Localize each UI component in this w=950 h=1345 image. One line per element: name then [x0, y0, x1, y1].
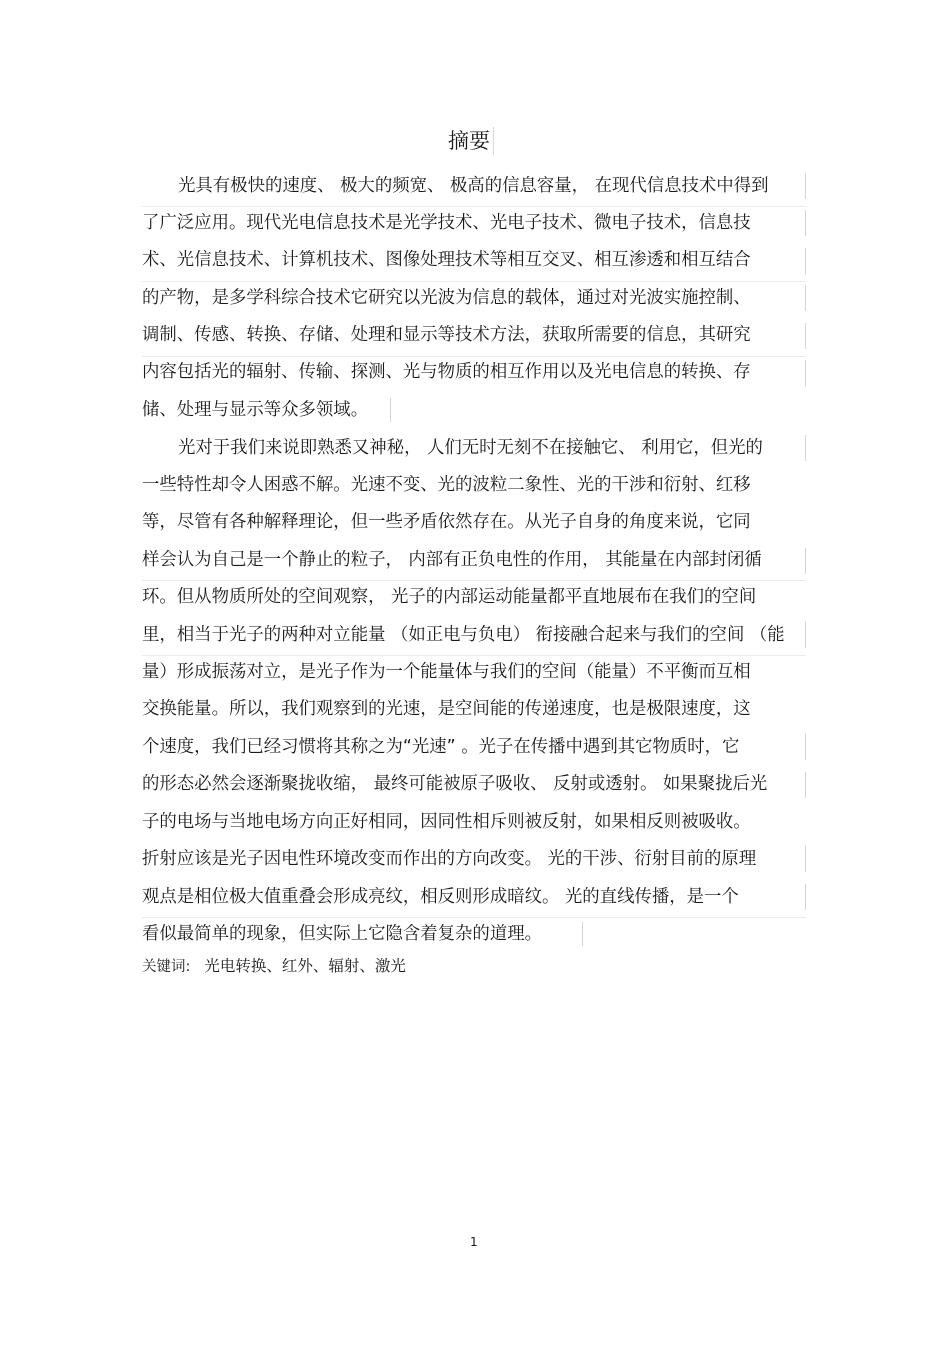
keywords-line	[142, 953, 406, 979]
keywords-label: 关键词:	[142, 959, 191, 975]
paragraph-2-line: 一些特性却令人困惑不解。光速不变、光的波粒二象性、光的干涉和衍射、红移	[142, 475, 751, 495]
text-box-edge	[805, 734, 806, 760]
paragraph-1-line: 术、光信息技术、计算机技术、图像处理技术等相互交叉、相互渗透和相互结合	[142, 250, 751, 270]
paragraph-2-line: 观点是相位极大值重叠会形成亮纹，相反则形成暗纹。 光的直线传播，是一个	[142, 887, 739, 907]
paragraph-2-line: 光对于我们来说即熟悉又神秘， 人们无时无刻不在接触它、 利用它，但光的	[178, 438, 763, 458]
paragraph-2-line: 交换能量。所以，我们观察到的光速，是空间能的传递速度，也是极限速度，这	[142, 699, 751, 719]
paragraph-1-line: 了广泛应用。现代光电信息技术是光学技术、光电子技术、微电子技术，信息技	[142, 213, 751, 233]
text-box-edge	[390, 398, 391, 422]
paragraph-2-line: 的形态必然会逐渐聚拢收缩， 最终可能被原子吸收、 反射或透射。 如果聚拢后光	[142, 774, 768, 794]
text-box-edge	[805, 285, 806, 311]
paragraph-2-line: 个速度，我们已经习惯将其称之为“光速” 。光子在传播中遇到其它物质时，它	[142, 737, 740, 757]
text-box-edge	[805, 173, 806, 199]
text-box-edge	[582, 922, 583, 946]
text-box-edge	[805, 210, 806, 236]
text-box-edge	[805, 772, 806, 798]
text-box-edge	[805, 846, 806, 872]
page-number: 1	[470, 1235, 478, 1249]
paragraph-1-line: 调制、传感、转换、存储、处理和显示等技术方法，获取所需要的信息，其研究	[142, 325, 751, 345]
paragraph-1-line: 内容包括光的辐射、传输、探测、光与物质的相互作用以及光电信息的转换、存	[142, 362, 751, 382]
page-title: 摘要	[448, 127, 494, 155]
text-box-edge	[805, 884, 806, 910]
paragraph-1-line: 的产物，是多学科综合技术它研究以光波为信息的载体，通过对光波实施控制、	[142, 288, 751, 308]
text-box-rule	[142, 356, 806, 357]
paragraph-2-line: 等，尽管有各种解释理论，但一些矛盾依然存在。从光子自身的角度来说，它同	[142, 512, 751, 532]
keywords-value: 光电转换、红外、辐射、激光	[204, 957, 406, 975]
paragraph-2-line: 子的电场与当地电场方向正好相同，因同性相斥则被反射，如果相反则被吸收。	[142, 812, 751, 832]
text-box-rule	[142, 917, 806, 918]
paragraph-2-line: 量）形成振荡对立，是光子作为一个能量体与我们的空间（能量）不平衡而互相	[142, 662, 751, 682]
paragraph-1-line: 光具有极快的速度、 极大的频宽、 极高的信息容量， 在现代信息技术中得到	[178, 176, 769, 196]
paragraph-2-line: 看似最简单的现象，但实际上它隐含着复杂的道理。	[142, 924, 542, 944]
paragraph-2-line: 环。但从物质所处的空间观察， 光子的内部运动能量都平直地展布在我们的空间	[142, 587, 757, 607]
text-box-rule	[142, 206, 806, 207]
text-box-edge	[805, 360, 806, 386]
text-box-rule	[142, 655, 806, 656]
text-box-rule	[142, 580, 806, 581]
paragraph-2-line: 折射应该是光子因电性环境改变而作出的方向改变。 光的干涉、衍射目前的原理	[142, 849, 757, 869]
text-box-edge	[805, 323, 806, 349]
paragraph-2-line: 里，相当于光子的两种对立能量 （如正电与负电） 衔接融合起来与我们的空间 （能	[142, 625, 785, 645]
paragraph-1-line: 储、处理与显示等众多领域。	[142, 400, 369, 420]
text-box-edge	[805, 548, 806, 574]
text-box-edge	[805, 435, 806, 461]
paragraph-2-line: 样会认为自己是一个静止的粒子， 内部有正负电性的作用， 其能量在内部封闭循	[142, 550, 762, 570]
text-box-rule	[142, 281, 806, 282]
text-box-edge	[805, 248, 806, 274]
text-box-edge	[805, 622, 806, 648]
